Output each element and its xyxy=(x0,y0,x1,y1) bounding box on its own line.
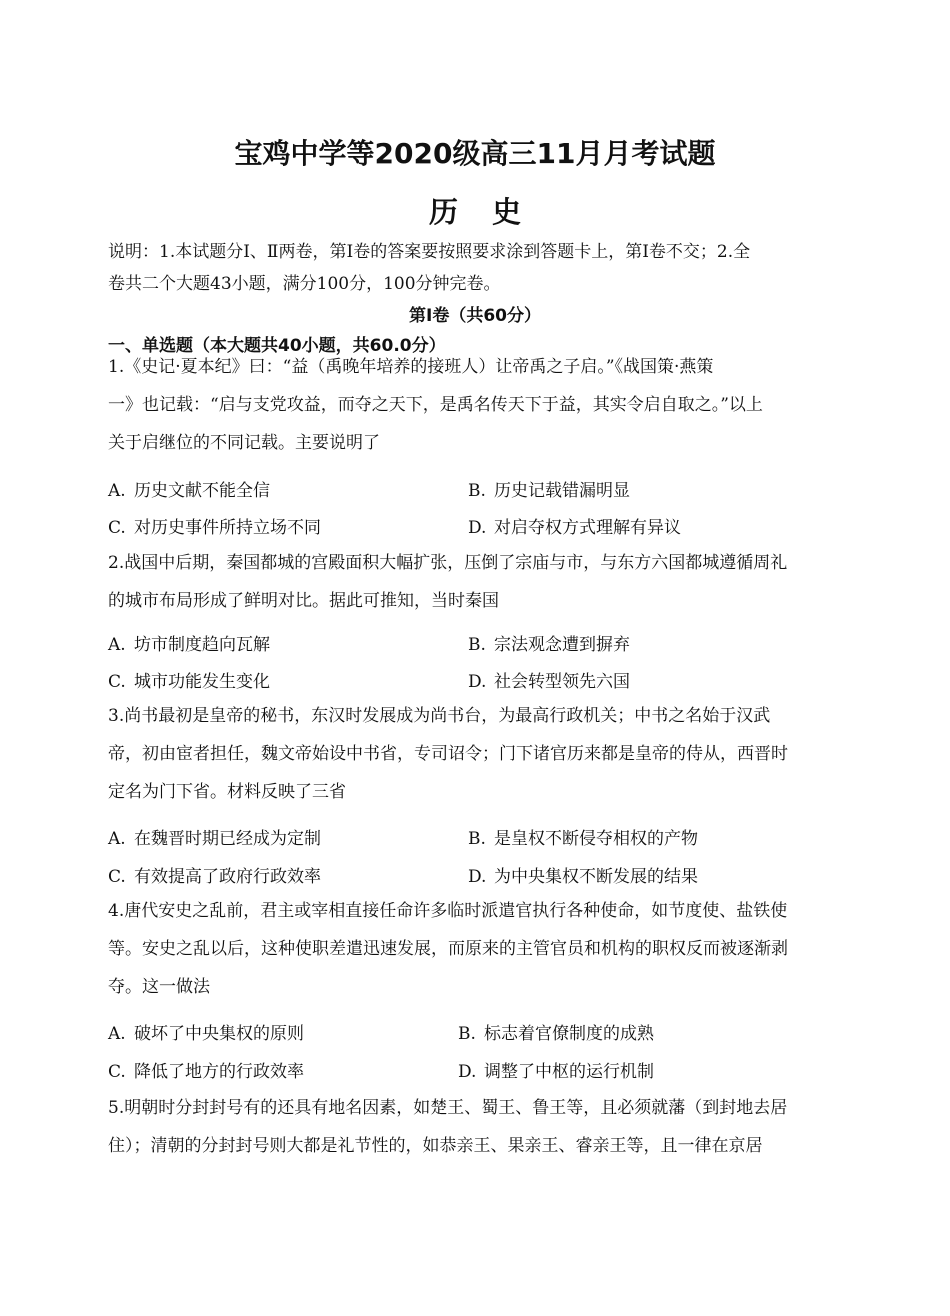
option-letter: A. xyxy=(108,481,126,501)
option-text: 社会转型领先六国 xyxy=(494,672,630,692)
option-text: 降低了地方的行政效率 xyxy=(134,1062,304,1082)
option-text: 对历史事件所持立场不同 xyxy=(134,518,321,538)
question-1-stem xyxy=(108,348,848,462)
option-text: 宗法观念遭到摒弃 xyxy=(494,635,630,655)
option-text: 在魏晋时期已经成为定制 xyxy=(134,829,321,849)
question-4-stem xyxy=(108,892,848,1006)
option-letter: A. xyxy=(108,1024,126,1044)
question-line: 5.明朝时分封封号有的还具有地名因素，如楚王、蜀王、鲁王等，且必须就藩（到封地去居 xyxy=(108,1098,788,1118)
option-letter: D. xyxy=(468,867,487,887)
question-line: 关于启继位的不同记载。主要说明了 xyxy=(108,433,380,453)
option-letter: A. xyxy=(108,829,126,849)
option-letter: B. xyxy=(468,635,486,655)
option-letter: C. xyxy=(108,672,126,692)
question-2-option-d xyxy=(468,667,630,692)
option-letter: C. xyxy=(108,867,126,887)
question-line: 的城市布局形成了鲜明对比。据此可推知，当时秦国 xyxy=(108,591,499,611)
question-4-option-c xyxy=(108,1057,304,1082)
part-heading: 第Ⅰ卷（共60分） xyxy=(409,306,541,326)
option-letter: D. xyxy=(468,518,487,538)
question-line: 2.战国中后期，秦国都城的宫殿面积大幅扩张，压倒了宗庙与市，与东方六国都城遵循周礼 xyxy=(108,553,788,573)
option-text: 城市功能发生变化 xyxy=(134,672,270,692)
option-letter: C. xyxy=(108,1062,126,1082)
question-line: 1.《史记·夏本纪》曰：“益（禹晚年培养的接班人）让帝禹之子启。”《战国策·燕策 xyxy=(108,357,714,377)
question-line: 定名为门下省。材料反映了三省 xyxy=(108,782,346,802)
question-line: 帝，初由宦者担任，魏文帝始设中书省，专司诏令；门下诸官历来都是皇帝的侍从，西晋时 xyxy=(108,744,788,764)
exam-title: 宝鸡中学等2020级高三11月月考试题 xyxy=(234,137,716,170)
option-letter: A. xyxy=(108,635,126,655)
question-1-option-d xyxy=(468,513,681,538)
question-2-option-c xyxy=(108,667,270,692)
option-text: 有效提高了政府行政效率 xyxy=(134,867,321,887)
option-letter: B. xyxy=(468,481,486,501)
option-letter: B. xyxy=(458,1024,476,1044)
instructions-line-2: 卷共二个大题43小题，满分100分，100分钟完卷。 xyxy=(108,274,501,294)
option-letter: D. xyxy=(468,672,487,692)
option-text: 坊市制度趋向瓦解 xyxy=(134,635,270,655)
question-line: 住）；清朝的分封封号则大都是礼节性的，如恭亲王、果亲王、睿亲王等，且一律在京居 xyxy=(108,1136,763,1156)
subject-title: 历史 xyxy=(428,195,555,229)
question-line: 等。安史之乱以后，这种使职差遣迅速发展，而原来的主管官员和机构的职权反而被逐渐剥 xyxy=(108,939,788,959)
option-letter: D. xyxy=(458,1062,477,1082)
option-text: 为中央集权不断发展的结果 xyxy=(494,867,698,887)
question-3-option-a xyxy=(108,824,321,849)
option-text: 历史记载错漏明显 xyxy=(494,481,630,501)
question-line: 3.尚书最初是皇帝的秘书，东汉时发展成为尚书台，为最高行政机关；中书之名始于汉武 xyxy=(108,706,771,726)
section-heading: 一、单选题（本大题共40小题，共60.0分） xyxy=(108,336,446,356)
question-3-option-c xyxy=(108,862,321,887)
question-1-option-b xyxy=(468,476,630,501)
option-text: 破坏了中央集权的原则 xyxy=(134,1024,304,1044)
question-line: 4.唐代安史之乱前，君主或宰相直接任命许多临时派遣官执行各种使命，如节度使、盐铁使 xyxy=(108,901,788,921)
question-4-option-d xyxy=(458,1057,654,1082)
question-1-option-a xyxy=(108,476,270,501)
option-text: 调整了中枢的运行机制 xyxy=(484,1062,654,1082)
question-line: 一》也记载：“启与支党攻益，而夺之天下，是禹名传天下于益，其实令启自取之。”以上 xyxy=(108,395,763,415)
option-text: 对启夺权方式理解有异议 xyxy=(494,518,681,538)
question-3-stem xyxy=(108,697,848,811)
option-text: 历史文献不能全信 xyxy=(134,481,270,501)
question-5-stem xyxy=(108,1089,848,1165)
question-2-stem xyxy=(108,544,848,620)
question-1-option-c xyxy=(108,513,321,538)
question-2-option-b xyxy=(468,630,630,655)
instructions-line-1: 说明：1.本试题分Ⅰ、Ⅱ两卷，第Ⅰ卷的答案要按照要求涂到答题卡上，第Ⅰ卷不交；2.全 xyxy=(108,242,751,262)
question-4-option-a xyxy=(108,1019,304,1044)
question-3-option-d xyxy=(468,862,698,887)
option-text: 是皇权不断侵夺相权的产物 xyxy=(494,829,698,849)
option-letter: C. xyxy=(108,518,126,538)
question-4-option-b xyxy=(458,1019,654,1044)
question-2-option-a xyxy=(108,630,270,655)
option-letter: B. xyxy=(468,829,486,849)
question-line: 夺。这一做法 xyxy=(108,977,210,997)
question-3-option-b xyxy=(468,824,698,849)
option-text: 标志着官僚制度的成熟 xyxy=(484,1024,654,1044)
